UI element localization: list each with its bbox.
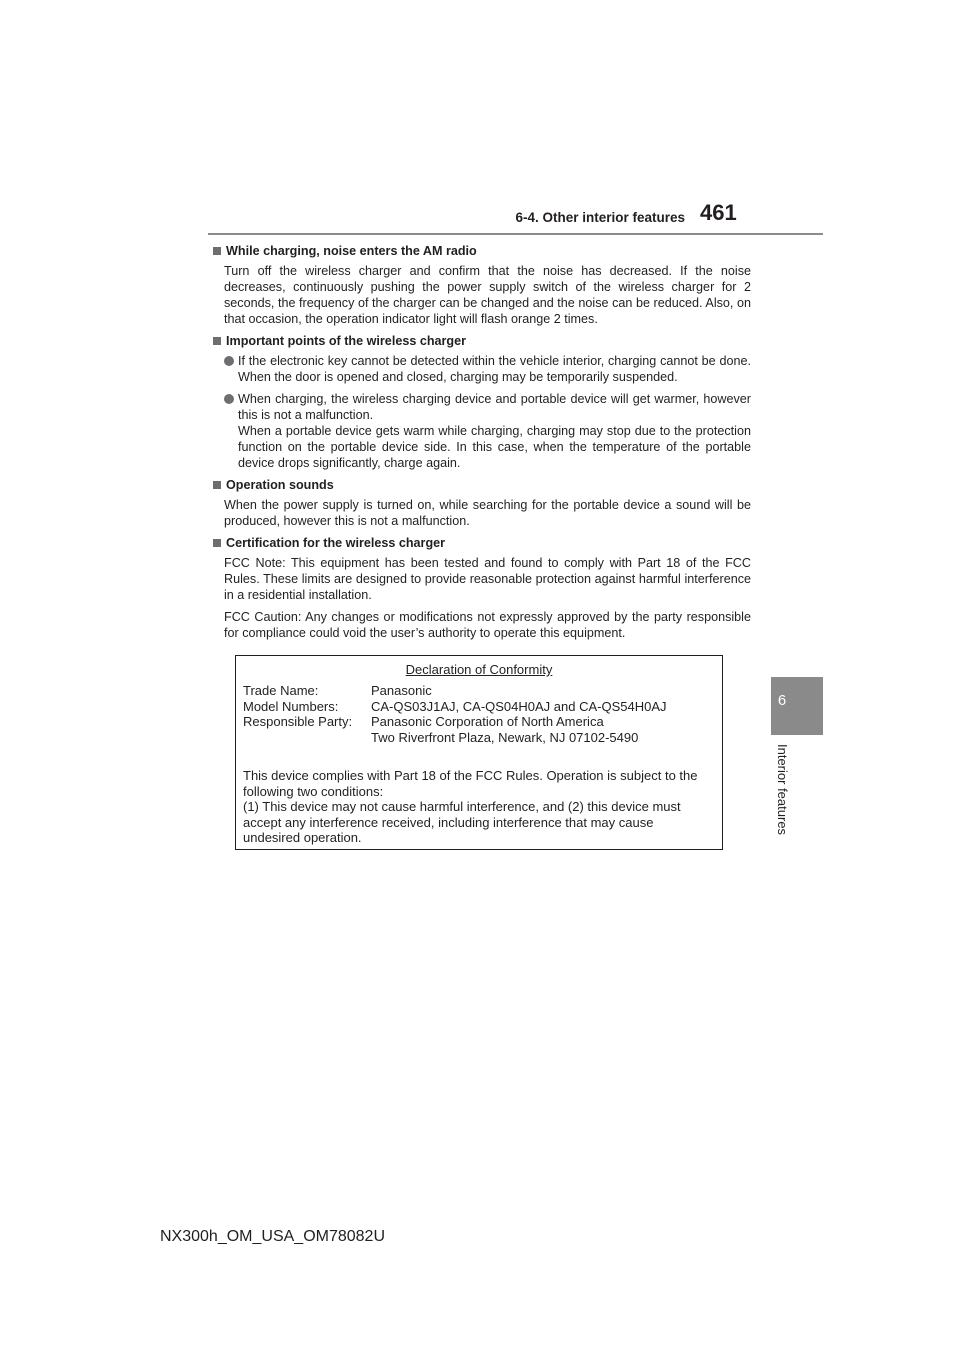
section-certification [211,535,751,641]
bullet-item [224,391,751,423]
compliance-statement [243,768,713,846]
chapter-number: 6 [777,692,787,709]
responsible-party-address: Two Riverfront Plaza, Newark, NJ 07102-5490 [371,729,639,745]
model-numbers-label: Model Numbers: [243,698,339,714]
section-heading [211,477,751,493]
square-bullet-icon [213,539,221,547]
heading-text: While charging, noise enters the AM radio [226,244,477,258]
bullet-item [224,353,751,385]
page-number: 461 [700,200,737,225]
header-rule [208,233,823,235]
circle-bullet-icon [224,394,234,404]
section-heading [211,535,751,551]
conditions-text: (1) This device may not cause harmful interference, and (2) this device must accept any interference received, including interference that may cause undesired operation. [243,799,681,846]
manual-code: NX300h_OM_USA_OM78082U [160,1228,386,1245]
section-title: 6-4. Other interior features [515,210,685,225]
paragraph: Turn off the wireless charger and confirm that the noise has decreased. If the noise decreases, continuously pushing the power supply switch of the wireless charger for 2 seconds, the frequency of the charger can be changed and the noise can be reduced. Also, on that occasion, the operation indicator light will flash orange 2 times. [224,264,751,326]
square-bullet-icon [213,247,221,255]
square-bullet-icon [213,337,221,345]
heading-text: Operation sounds [226,478,334,492]
paragraph: FCC Note: This equipment has been tested and found to comply with Part 18 of the FCC Rules. These limits are designed to provide reasonable protection against harmful interference in a residential installation. [224,556,751,602]
section-operation-sounds [211,477,751,529]
heading-text: Certification for the wireless charger [226,536,446,550]
section-heading [211,243,751,259]
chapter-label [771,744,793,854]
declaration-of-conformity-box [235,655,723,850]
bullet-continuation [224,423,751,471]
section-important-points [211,333,751,471]
section-heading [211,333,751,349]
chapter-label-text: Interior features [775,744,790,836]
heading-text: Important points of the wireless charger [226,334,467,348]
paragraph: When the power supply is turned on, while searching for the portable device a sound will be produced, however this is not a malfunction. [224,498,751,528]
responsible-party-label: Responsible Party: [243,714,353,730]
trade-name-label: Trade Name: [243,683,319,698]
bullet-text: When charging, the wireless charging device and portable device will get warmer, however this is not a malfunction. [238,392,751,422]
section-am-radio-noise [211,243,751,327]
responsible-party-value: Panasonic Corporation of North America [371,714,604,730]
circle-bullet-icon [224,356,234,366]
bullet-text: When a portable device gets warm while charging, charging may stop due to the protection function on the portable device side. In this case, when the temperature of the portable device drops significantly, charge again. [238,424,751,470]
declaration-title: Declaration of Conformity [405,662,553,677]
bullet-text: If the electronic key cannot be detected within the vehicle interior, charging cannot be done. When the door is opened and closed, charging may be temporarily suspended. [238,354,751,384]
paragraph: FCC Caution: Any changes or modifications not expressly approved by the party responsible for compliance could void the user’s authority to operate this equipment. [224,610,751,640]
square-bullet-icon [213,481,221,489]
trade-name-value: Panasonic [371,683,432,698]
main-content [211,243,751,647]
model-numbers-value: CA-QS03J1AJ, CA-QS04H0AJ and CA-QS54H0AJ [371,698,667,714]
statement-text: This device complies with Part 18 of the FCC Rules. Operation is subject to the following two conditions: [243,768,698,799]
